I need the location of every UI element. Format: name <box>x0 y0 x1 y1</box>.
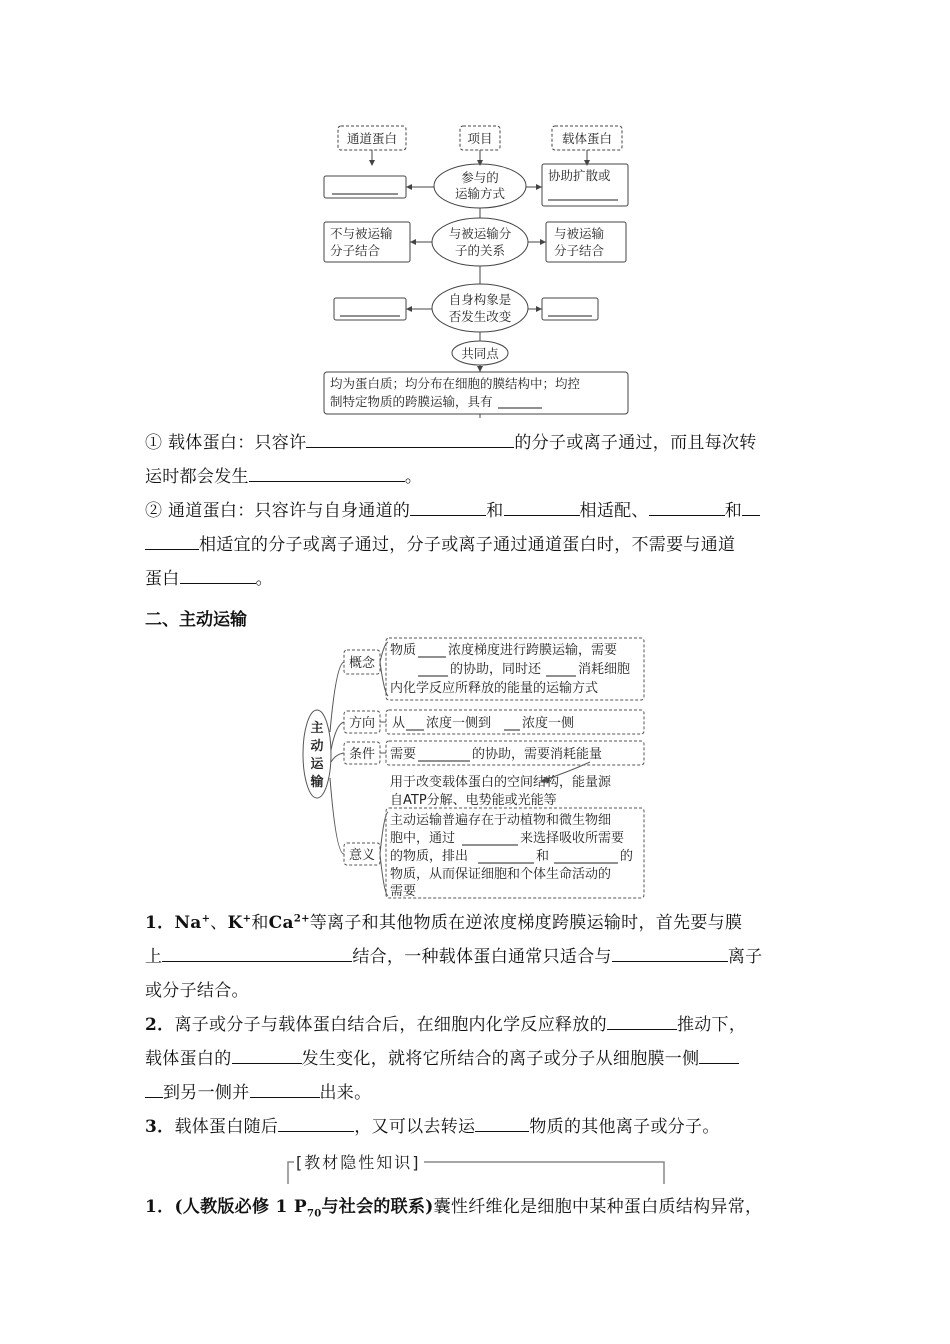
text: 发生变化，就将它所结合的离子或分子从细胞膜一侧 <box>301 1049 700 1069</box>
condition-line: 的协助，需要消耗能量 <box>472 747 603 762</box>
meaning-line: 需要 <box>390 884 417 899</box>
blank[interactable] <box>180 566 256 584</box>
blank-box-left-1 <box>324 176 406 198</box>
question-2 <box>145 1008 810 1110</box>
k-charge: + <box>242 913 252 925</box>
root-char: 主 <box>310 721 324 736</box>
q2-number: 2． <box>145 1015 175 1035</box>
source: (人教版必修 1 P <box>174 1197 307 1217</box>
q1-number: 1． <box>145 913 175 933</box>
concept-line: 物质 <box>390 643 417 658</box>
meaning-line: 胞中，通过 <box>390 831 456 846</box>
text: 上 <box>145 947 163 967</box>
text: 推动下， <box>676 1015 747 1035</box>
text: 相适配、 <box>579 501 649 521</box>
text: 物质的其他离子或分子。 <box>529 1117 720 1137</box>
hidden-knowledge-banner <box>282 1150 672 1186</box>
direction-label: 方向 <box>348 716 376 731</box>
meaning-line: 的物质，排出 <box>390 849 469 864</box>
common-text: 制特定物质的跨膜运输，具有 <box>330 394 493 409</box>
text: 蛋白 <box>145 569 180 589</box>
blank[interactable] <box>607 1012 677 1030</box>
node-text: 与被运输分 <box>448 226 512 241</box>
meaning-line: 来选择吸收所需要 <box>520 831 625 846</box>
text: 载体蛋白随后 <box>174 1117 279 1137</box>
text: 或分子结合。 <box>145 981 249 1001</box>
section-heading-active-transport: 二、主动运输 <box>145 610 247 630</box>
concept-label: 概念 <box>348 656 376 671</box>
blank[interactable] <box>410 498 486 516</box>
root-char: 运 <box>310 757 324 772</box>
top-label-carrier: 载体蛋白 <box>561 131 613 146</box>
root-char: 动 <box>310 739 324 754</box>
text: ② 通道蛋白：只容许与自身通道的 <box>145 501 411 521</box>
blank[interactable] <box>278 1114 354 1132</box>
text: 结合，一种载体蛋白通常只适合与 <box>352 947 612 967</box>
text: ，又可以去转运 <box>354 1117 476 1137</box>
k: K <box>227 913 243 933</box>
blank[interactable] <box>699 1046 739 1064</box>
right-box-text: 与被运输 <box>554 226 605 241</box>
blank[interactable] <box>145 532 199 550</box>
concept-line: 浓度梯度进行跨膜运输，需要 <box>448 643 618 658</box>
blank[interactable] <box>649 498 725 516</box>
text: 到另一侧并 <box>163 1083 250 1103</box>
right-box-text: 分子结合 <box>554 243 605 258</box>
root-char: 输 <box>310 775 324 790</box>
energy-note: 自ATP分解、电势能或光能等 <box>390 793 557 808</box>
condition-label: 条件 <box>348 747 376 762</box>
separator: 、 <box>210 913 228 933</box>
and: 和 <box>251 913 269 933</box>
direction-line: 从 <box>392 716 406 731</box>
ca-charge: 2+ <box>293 913 310 925</box>
blank[interactable] <box>504 498 580 516</box>
condition-line: 需要 <box>390 747 417 762</box>
source: 与社会的联系) <box>321 1197 434 1217</box>
q4-number: 1． <box>145 1197 175 1217</box>
node-text: 运输方式 <box>454 186 506 201</box>
blank[interactable] <box>250 1080 320 1098</box>
text: 。 <box>255 569 273 589</box>
paragraph-channel-protein <box>145 494 810 596</box>
text: 和 <box>724 501 743 521</box>
blank-box-right-3 <box>542 298 598 320</box>
na-charge: + <box>201 913 211 925</box>
question-1 <box>145 906 810 1008</box>
top-label-item: 项目 <box>467 131 493 146</box>
blank[interactable] <box>162 944 352 962</box>
meaning-label: 意义 <box>348 848 376 863</box>
concept-line: 内化学反应所释放的能量的运输方式 <box>390 681 599 696</box>
protein-comparison-diagram <box>320 122 632 418</box>
blank[interactable] <box>475 1114 529 1132</box>
text: 离子或分子与载体蛋白结合后，在细胞内化学反应释放的 <box>174 1015 607 1035</box>
node-text: 否发生改变 <box>448 309 512 324</box>
direction-line: 浓度一侧 <box>522 716 575 731</box>
top-label-channel: 通道蛋白 <box>346 131 398 146</box>
common-label: 共同点 <box>461 346 499 361</box>
meaning-line: 的 <box>620 849 634 864</box>
meaning-line: 主动运输普遍存在于动植物和微生物细 <box>390 813 612 828</box>
node-text: 子的关系 <box>454 243 506 258</box>
right-box-text: 协助扩散或 <box>548 168 611 183</box>
text: 。 <box>404 467 423 487</box>
text: 的分子或离子通过，而且每次转 <box>514 433 757 453</box>
blank-box-left-3 <box>334 298 406 320</box>
blank[interactable] <box>232 1046 302 1064</box>
common-text: 均为蛋白质；均分布在细胞的膜结构中；均控 <box>330 376 581 391</box>
text: 等离子和其他物质在逆浓度梯度跨膜运输时，首先要与膜 <box>309 913 743 933</box>
direction-line: 浓度一侧到 <box>426 716 492 731</box>
energy-note: 用于改变载体蛋白的空间结构，能量源 <box>390 775 612 790</box>
concept-line: 消耗细胞 <box>578 662 631 677</box>
node-text: 自身构象是 <box>448 292 512 307</box>
na: Na <box>174 913 202 933</box>
source-page: 70 <box>306 1208 322 1220</box>
text: 和 <box>486 501 504 521</box>
text: 出来。 <box>319 1083 372 1103</box>
hidden-knowledge-title: [教材隐性知识] <box>296 1153 421 1172</box>
text: 运时都会发生 <box>145 467 249 487</box>
paragraph-carrier-protein <box>145 426 810 494</box>
blank[interactable] <box>306 430 514 448</box>
text: ① 载体蛋白：只容许 <box>145 433 307 453</box>
hidden-question-1 <box>145 1190 810 1224</box>
node-text: 参与的 <box>461 170 499 185</box>
blank[interactable] <box>612 944 728 962</box>
blank[interactable] <box>742 498 760 516</box>
blank[interactable] <box>249 464 405 482</box>
question-3 <box>145 1110 810 1144</box>
active-transport-diagram <box>300 632 650 900</box>
text: 载体蛋白的 <box>145 1049 232 1069</box>
text: 囊性纤维化是细胞中某种蛋白质结构异常， <box>433 1197 763 1217</box>
q3-number: 3． <box>145 1117 175 1137</box>
blank[interactable] <box>145 1080 163 1098</box>
concept-line: 的协助，同时还 <box>450 662 542 677</box>
meaning-line: 和 <box>536 849 550 864</box>
meaning-line: 物质，从而保证细胞和个体生命活动的 <box>390 867 612 882</box>
text: 相适宜的分子或离子通过，分子或离子通过通道蛋白时，不需要与通道 <box>199 535 736 555</box>
left-box-text: 分子结合 <box>330 243 381 258</box>
ca: Ca <box>268 913 294 933</box>
left-box-text: 不与被运输 <box>330 226 393 241</box>
text: 离子 <box>727 947 763 967</box>
